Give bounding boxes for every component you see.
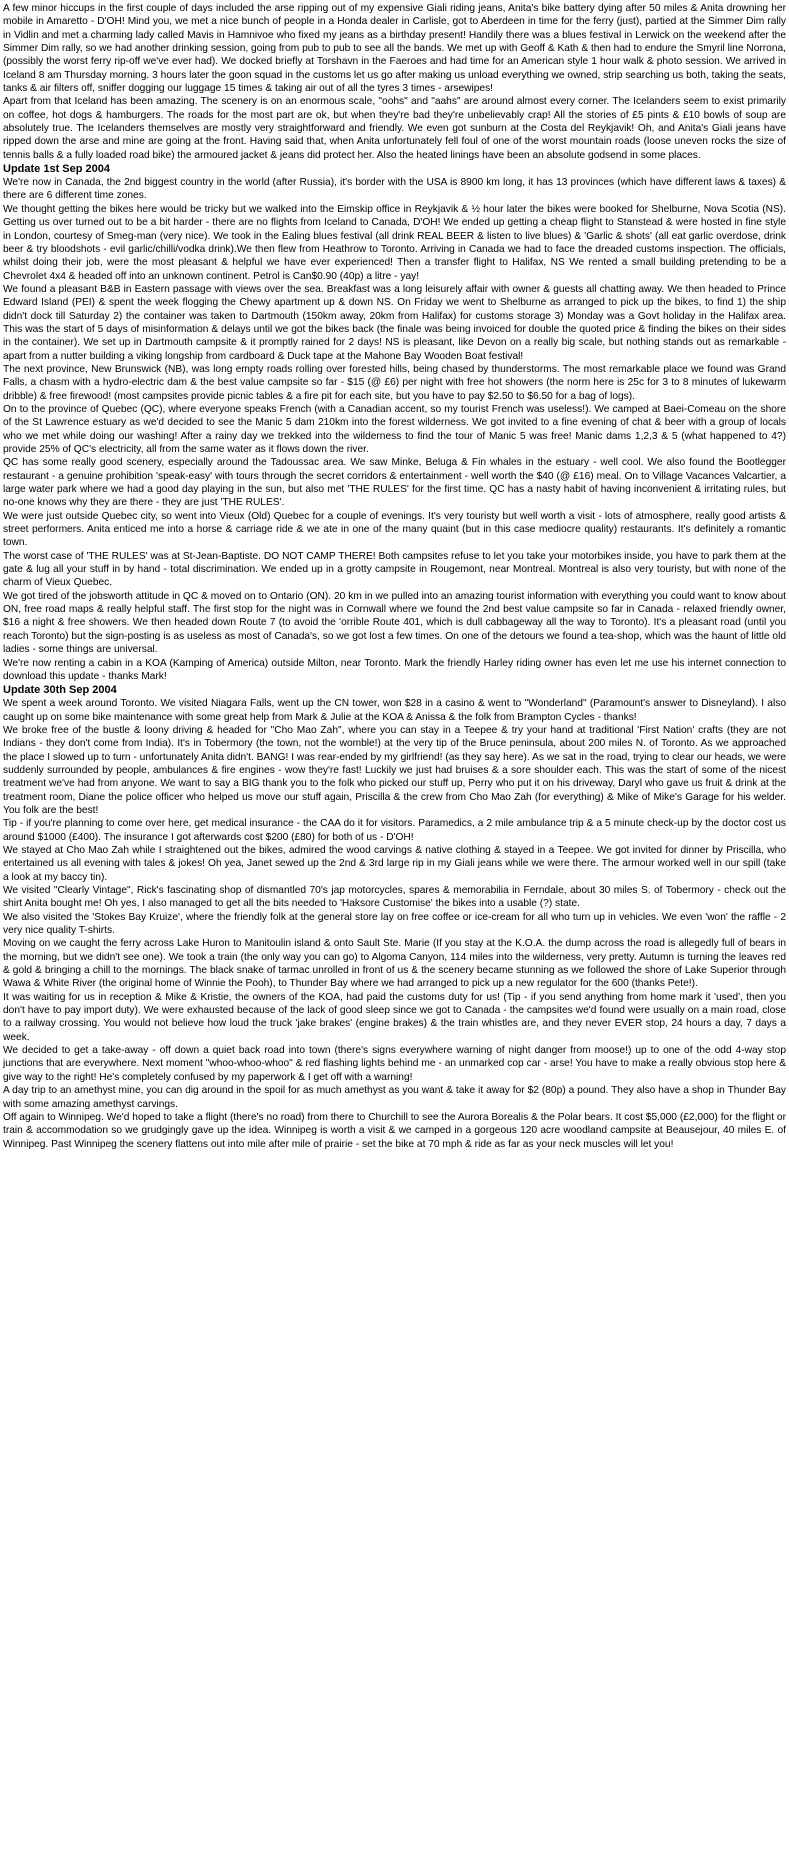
journal-paragraph: The next province, New Brunswick (NB), was long empty roads rolling over forested hills, being chased by thunderstorms. The most remarkable place we found was Grand Falls, a chasm with a hydro-electric dam & the best value campsite so far - $15 (@ £6) per night with free hot showers (the norm here is 25c for 3 to 8 minutes of lukewarm dribble) & free firewood! (most campsites provide picnic tables & a fire pit for each site, but you have to pay $2.50 to $6.50 for a bag of logs). <box>3 363 786 402</box>
journal-paragraph: We got tired of the jobsworth attitude in QC & moved on to Ontario (ON). 20 km in we pulled into an amazing tourist information with everything you could want to know about ON, free road maps & really helpful staff. The first stop for the night was in Cornwall where we found the 2nd best value campsite so far in Canada - relaxed friendly owner, $16 a night & free showers. We then headed down Route 7 (to avoid the 'orrible Route 401, which is dull cabbageway all the way to Toronto). It's a pleasant road (until you reach Toronto) but the sign-posting is as useless as most of Canada's, so we got lost a few times. On one of the detours we found a tea-shop, which was the haunt of little old ladies - some things are universal. <box>3 590 786 656</box>
journal-paragraph: We're now renting a cabin in a KOA (Kamping of America) outside Milton, near Toronto. Mark the friendly Harley riding owner has even let me use his internet connection to download this update - thanks Mark! <box>3 657 786 682</box>
journal-paragraph: It was waiting for us in reception & Mike & Kristie, the owners of the KOA, had paid the customs duty for us! (Tip - if you send anything from home mark it 'used', then you don't have to pay import duty). We were exhausted because of the lack of good sleep since we got to Canada - the campsites we'd found were usually on a main road, close to a railway crossing. You would not believe how loud the truck 'jake brakes' (engine brakes) & the train whistles are, and they never EVER stop, 24 hours a day, 7 days a week. <box>3 991 786 1043</box>
journal-paragraph: Moving on we caught the ferry across Lake Huron to Manitoulin island & onto Sault Ste. Marie (If you stay at the K.O.A. the dump across the road is allegedly full of bears in the morning, but we didn't see one). We took a train (the only way you can go) to Algoma Canyon, 114 miles into the wilderness, very pretty. Autumn is turning the leaves red & gold & bringing a chill to the mornings. The black snake of tarmac unrolled in front of us & the scenery became stunning as we followed the shore of Lake Superior through Wawa & White River (the original home of Winnie the Pooh), to Thunder Bay where we had arranged to pick up a new regulator for the 600 (thanks Pete!). <box>3 938 786 990</box>
journal-paragraph: Off again to Winnipeg. We'd hoped to take a flight (there's no road) from there to Churchill to see the Aurora Borealis & the Polar bears. It cost $5,000 (£2,000) for the flight or train & accommodation so we grudgingly gave up the idea. Winnipeg is worth a visit & we camped in a gorgeous 120 acre woodland campsite at Beausejour, 40 miles E. of Winnipeg. Past Winnipeg the scenery flattens out into mile after mile of prairie - set the bike at 70 mph & ride as far as your neck muscles will let you! <box>3 1111 786 1150</box>
journal-paragraph: On to the province of Quebec (QC), where everyone speaks French (with a Canadian accent, so my tourist French was useless!). We camped at Baei-Comeau on the shore of the St Lawrence estuary as we'd decided to see the Manic 5 dam 210km into the forest wilderness. We got invited to a fine evening of chat & beer with a group of locals who we met while doing our washing! After a rainy day we trekked into the wilderness to find the tour of Manic 5 was free! Manic dams 1,2,3 & 5 (what happened to 4?) provide 25% of QC's electricity, all from the same water as it flows down the river. <box>3 403 786 455</box>
update-heading: Update 1st Sep 2004 <box>3 163 110 176</box>
journal-paragraph: We found a pleasant B&B in Eastern passage with views over the sea. Breakfast was a long leisurely affair with owner & guests all chatting away. We then headed to Prince Edward Island (PEI) & spent the week flogging the Chewy apartment up & down NS. On Friday we went to Shelburne as arranged to pick up the bikes, to find 1) the ship didn't dock till Saturday 2) the container was taken to Dartmouth (150km away, 20km from Halifax) for customs storage 3) Monday was a Govt holiday in the Halifax area. This was the start of 5 days of misinformation & delays until we got the bikes back (the finale was being invoiced for double the quoted price & finding the bikes on their sides in the container). We set up in Dartmouth campsite & it promptly rained for 2 days! NS is pleasant, like Devon on a really big scale, but nothing stands out as remarkable - apart from a nutter building a viking longship from cardboard & Duck tape at the Mahone Bay Wooden Boat festival! <box>3 283 786 362</box>
journal-paragraph: A few minor hiccups in the first couple of days included the arse ripping out of my expensive Giali riding jeans, Anita's bike battery dying after 50 miles & Anita drowning her mobile in Amaretto - D'OH! Mind you, we met a nice bunch of people in a Honda dealer in Carlisle, got to Aberdeen in time for the ferry (just), partied at the Simmer Dim rally in Vidlin and met a charming lady called Mavis in Hamnivoe who fixed my jeans as a birthday present! Handily there was a blues festival in Lerwick on the weekend after the Simmer Dim rally, so we had another drinking session, going from pub to pub to see all the bands. We met up with Geoff & Kath & then had to endure the Smyril line Norrona, (possibly the worst ferry rip-off we've ever had). We docked briefly at Torshavn in the Faeroes and had time for an American style 1 hour walk & photo session. We arrived in Iceland 8 am Thursday morning. 3 hours later the goon squad in the customs let us go after making us unload everything we owned, strip searching us both, taking the seats, tanks & air filters off, sniffer dogging our luggage 15 times & taking air out of all the tyres 3 times - arsewipes! <box>3 3 786 95</box>
journal-paragraph: We decided to get a take-away - off down a quiet back road into town (there's signs everywhere warning of night danger from moose!) up to one of the odd 4-way stop junctions that are everywhere. Next moment "whoo-whoo-whoo" & red flashing lights behind me - an unmarked cop car - arse! You have to make a really obvious stop here & give way to the right! He's completely confused by my paperwork & I get off with a warning! <box>3 1045 786 1083</box>
journal-paragraph: We also visited the 'Stokes Bay Kruize', where the friendly folk at the general store lay on free coffee or ice-cream for all who turn up in vehicles. We even 'won' the raffle - 2 very nice quality T-shirts. <box>3 911 786 937</box>
journal-paragraph: We're now in Canada, the 2nd biggest country in the world (after Russia), it's border with the USA is 8900 km long, it has 13 provinces (which have different laws & taxes) & there are 6 different time zones. <box>3 177 786 202</box>
journal-paragraph: We visited "Clearly Vintage", Rick's fascinating shop of dismantled 70's jap motorcycles, spares & memorabilia in Ferndale, about 30 miles S. of Tobermory - check out the shirt Anita bought me! Oh yes, I also managed to get all the bits needed to 'Haksore Customise' the bikes into a usable (?) state. <box>3 885 786 910</box>
journal-paragraph: Tip - if you're planning to come over here, get medical insurance - the CAA do it for visitors. Paramedics, a 2 mile ambulance trip & a 5 minute check-up by the doctor cost us around $1000 (£400). The insurance I got afterwards cost $200 (£80) for both of us - D'OH! <box>3 818 786 843</box>
journal-paragraph: A day trip to an amethyst mine, you can dig around in the spoil for as much amethyst as you want & take it away for $2 (80p) a pound. They also have a shop in Thunder Bay with some amazing amethyst carvings. <box>3 1085 786 1110</box>
journal-paragraph: We thought getting the bikes here would be tricky but we walked into the Eimskip office in Reykjavik & ½ hour later the bikes were booked for Shelburne, Nova Scotia (NS). Getting us over turned out to be a bit harder - there are no flights from Iceland to Canada, D'OH! We ended up getting a cheap flight to Stanstead & were hosted in fine style in London, courtesy of Smeg-man (very nice). We took in the Ealing blues festival (all drink REAL BEER & listen to live blues) & 'Garlic & shots' (all eat garlic overdose, drink beer & try bloodshots - evil garlic/chilli/vodka drink).We then flew from Heathrow to Toronto. Arriving in Canada we had to face the dreaded customs inspection. The officials, whilst doing their job, were the most pleasant & helpful we have ever experienced! Then a transfer flight to Halifax, NS We rented a small building pretending to be a Chevrolet 4x4 & headed off into an unknown continent. Petrol is Can$0.90 (40p) a litre - yay! <box>3 203 786 282</box>
journal-paragraph: QC has some really good scenery, especially around the Tadoussac area. We saw Minke, Beluga & Fin whales in the estuary - well cool. We also found the Bootlegger restaurant - a genuine prohibition 'speak-easy' with tours through the secret corridors & entertainment - well worth the $40 (@ £16) meal. On to Village Vacances Valcartier, a large water park where we had a good day playing in the sun, but also met 'THE RULES' for the first time. QC has a nasty habit of having inconvenient & irritating rules, but no-one knows why they are there - they are just 'THE RULES'. <box>3 457 786 509</box>
journal-paragraph: We broke free of the bustle & loony driving & headed for "Cho Mao Zah", where you can stay in a Teepee & try your hand at traditional 'First Nation' crafts (they are not Indians - they don't come from India). It's in Tobermory (the town, not the womble!) at the very tip of the Bruce peninsula, about 200 miles N. of Toronto. As we approached the place I slowed up to turn - unfortunately Anita didn't. BANG! I was rear-ended by my girlfriend! (as they say here). As we sat in the road, trying to clear our heads, we were suddenly surrounded by people, ambulances & fire engines - wow they're fast! Luckily we just had bruises & a sore shoulder each. This was the start of some of the nicest treatment we've had from anyone. We want to say a BIG thank you to the folk who picked our stuff up, Perry who put it on his driveway, Daryl who gave us fruit & drink at the treatment room, Diane the police officer who helped us move our stuff again, Priscilla & the crew from Cho Mao Zah (for everything) & Mike of Mike's Garage for his welder. You folk are the best! <box>3 724 786 816</box>
update-heading: Update 30th Sep 2004 <box>3 684 117 697</box>
journal-paragraph: We stayed at Cho Mao Zah while I straightened out the bikes, admired the wood carvings & native clothing & stayed in a Teepee. We got invited for dinner by Priscilla, who entertained us all evening with tales & jokes! Oh yea, Janet sewed up the 2nd & 3rd large rip in my Giali jeans while we were there. The armour worked well in our spill (take a look at my baccy tin). <box>3 844 786 883</box>
journal-paragraph: We were just outside Quebec city, so went into Vieux (Old) Quebec for a couple of evenings. It's very touristy but well worth a visit - lots of atmosphere, really good artists & street performers. Anita enticed me into a horse & carriage ride & we ate in one of the many quaint (but in this case mediocre quality) restaurants. It's definitely a romantic town. <box>3 510 786 549</box>
journal-paragraph: We spent a week around Toronto. We visited Niagara Falls, went up the CN tower, won $28 in a casino & went to "Wonderland" (Paramount's answer to Disneyland). I also caught up on some bike maintenance with some great help from Mark & Julie at the KOA & Anissa & the folk from Brampton Cycles - thanks! <box>3 698 786 723</box>
journal-paragraph: The worst case of 'THE RULES' was at St-Jean-Baptiste. DO NOT CAMP THERE! Both campsites refuse to let you take your motorbikes inside, you have to park them at the gate & lug all your stuff in by hand - total discrimination. We ended up in a grotty campsite in Rougemont, near Montreal. Montreal is also very touristy, but with none of the charm of Vieux Quebec. <box>3 550 786 589</box>
journal-paragraph: Apart from that Iceland has been amazing. The scenery is on an enormous scale, "oohs" and "aahs" are around almost every corner. The Icelanders seem to exist primarily on coffee, hot dogs & hamburgers. The roads for the most part are ok, but when they're bad they're unbelievably crap! All the stories of £5 pints & £10 bowls of soup are absolutely true. The Icelanders themselves are mostly very straightforward and friendly. We even got sunburn at the Costa del Reykjavik! Oh, and Anita's Giali jeans have ripped down the arse and mine are going at the front. Having said that, when Anita unfortunately fell foul of one of the worst mountain roads (loose uneven rocks the size of tennis balls & a fully loaded road bike) the armoured jacket & jeans did protect her. Also the heated linings have been an absolute godsend in some places. <box>3 96 786 161</box>
